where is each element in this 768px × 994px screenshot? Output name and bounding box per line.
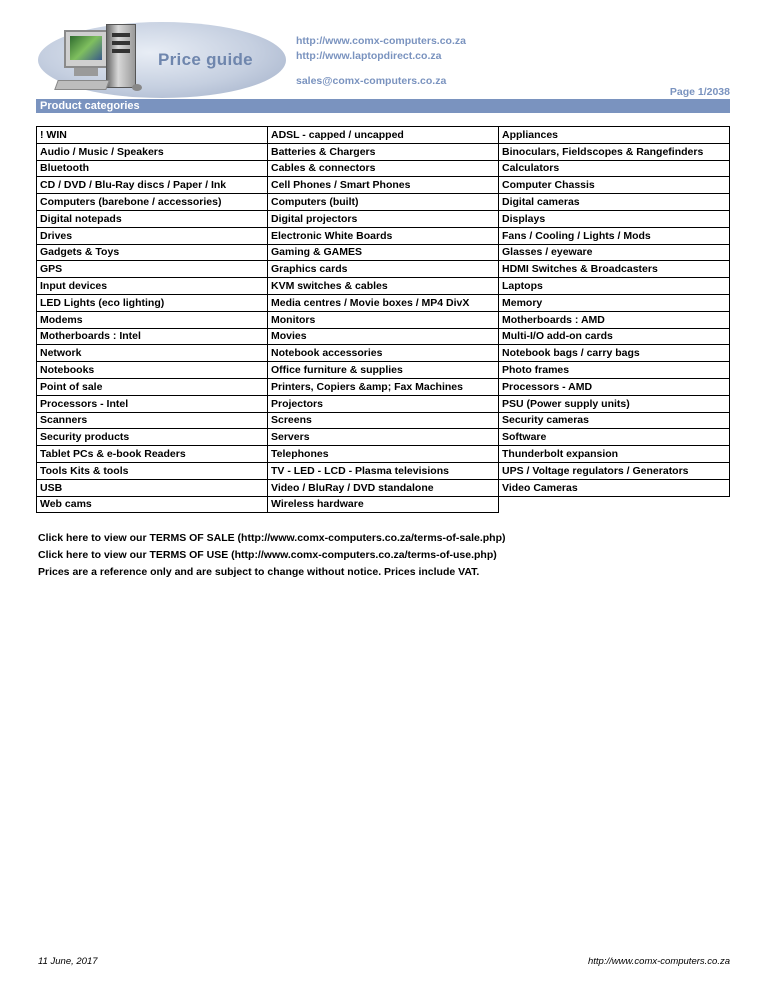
category-link[interactable]: Calculators xyxy=(499,160,730,177)
category-link[interactable]: KVM switches & cables xyxy=(268,278,499,295)
category-link[interactable]: Drives xyxy=(37,227,268,244)
table-row xyxy=(37,261,730,278)
category-link[interactable]: HDMI Switches & Broadcasters xyxy=(499,261,730,278)
category-link[interactable]: Binoculars, Fieldscopes & Rangefinders xyxy=(499,143,730,160)
website-link[interactable]: http://www.comx-computers.co.za xyxy=(296,35,466,47)
category-link[interactable]: Notebook bags / carry bags xyxy=(499,345,730,362)
table-row xyxy=(37,160,730,177)
category-link[interactable]: Printers, Copiers &amp; Fax Machines xyxy=(268,378,499,395)
monitor-icon xyxy=(64,30,108,68)
table-row xyxy=(37,462,730,479)
category-link[interactable]: Computer Chassis xyxy=(499,177,730,194)
category-link[interactable]: Tablet PCs & e-book Readers xyxy=(37,446,268,463)
table-row xyxy=(37,446,730,463)
category-link[interactable]: Office furniture & supplies xyxy=(268,362,499,379)
category-link[interactable]: TV - LED - LCD - Plasma televisions xyxy=(268,462,499,479)
laptop-site-link[interactable]: http://www.laptopdirect.co.za xyxy=(296,50,442,62)
table-row xyxy=(37,378,730,395)
category-link[interactable]: Servers xyxy=(268,429,499,446)
category-link[interactable]: PSU (Power supply units) xyxy=(499,395,730,412)
table-row xyxy=(37,194,730,211)
table-row xyxy=(37,311,730,328)
table-row xyxy=(37,278,730,295)
category-link[interactable]: Computers (built) xyxy=(268,194,499,211)
category-link[interactable]: Graphics cards xyxy=(268,261,499,278)
category-link[interactable]: Video Cameras xyxy=(499,479,730,496)
category-link[interactable]: Digital cameras xyxy=(499,194,730,211)
mouse-icon xyxy=(132,84,142,91)
category-link[interactable]: ADSL - capped / uncapped xyxy=(268,127,499,144)
category-link[interactable]: Audio / Music / Speakers xyxy=(37,143,268,160)
terms-of-use-link[interactable]: Click here to view our TERMS OF USE (http://www.comx-computers.co.za/terms-of-use.php) xyxy=(38,549,497,561)
table-row xyxy=(37,362,730,379)
terms-of-sale-link[interactable]: Click here to view our TERMS OF SALE (http://www.comx-computers.co.za/terms-of-sale.php) xyxy=(38,532,506,544)
category-link[interactable]: Notebook accessories xyxy=(268,345,499,362)
category-link[interactable]: Network xyxy=(37,345,268,362)
table-row xyxy=(37,479,730,496)
category-link[interactable]: Fans / Cooling / Lights / Mods xyxy=(499,227,730,244)
category-link[interactable]: Electronic White Boards xyxy=(268,227,499,244)
category-link[interactable]: Multi-I/O add-on cards xyxy=(499,328,730,345)
category-link[interactable]: Web cams xyxy=(37,496,268,513)
category-link[interactable]: Modems xyxy=(37,311,268,328)
table-row xyxy=(37,429,730,446)
category-link[interactable]: Computers (barebone / accessories) xyxy=(37,194,268,211)
category-link[interactable]: Gadgets & Toys xyxy=(37,244,268,261)
category-link[interactable]: Digital notepads xyxy=(37,210,268,227)
category-link[interactable]: Motherboards : AMD xyxy=(499,311,730,328)
computer-tower-icon xyxy=(106,24,136,88)
category-link[interactable]: Security cameras xyxy=(499,412,730,429)
categories-title: Product categories xyxy=(36,99,730,113)
category-link[interactable]: Media centres / Movie boxes / MP4 DivX xyxy=(268,294,499,311)
category-link[interactable]: ! WIN xyxy=(37,127,268,144)
category-link[interactable]: Appliances xyxy=(499,127,730,144)
category-link[interactable]: Projectors xyxy=(268,395,499,412)
table-row xyxy=(37,127,730,144)
notes xyxy=(38,530,506,581)
category-link[interactable]: Motherboards : Intel xyxy=(37,328,268,345)
category-link[interactable]: Processors - Intel xyxy=(37,395,268,412)
category-link[interactable]: Processors - AMD xyxy=(499,378,730,395)
footer-url[interactable]: http://www.comx-computers.co.za xyxy=(587,956,730,967)
category-link[interactable]: USB xyxy=(37,479,268,496)
category-link[interactable]: Wireless hardware xyxy=(268,496,499,513)
monitor-stand-icon xyxy=(74,68,98,76)
table-row xyxy=(37,395,730,412)
category-link[interactable]: Movies xyxy=(268,328,499,345)
category-link[interactable]: Video / BluRay / DVD standalone xyxy=(268,479,499,496)
category-link[interactable]: Monitors xyxy=(268,311,499,328)
category-link[interactable]: Tools Kits & tools xyxy=(37,462,268,479)
category-link[interactable]: Input devices xyxy=(37,278,268,295)
category-link[interactable]: LED Lights (eco lighting) xyxy=(37,294,268,311)
category-link[interactable]: Software xyxy=(499,429,730,446)
table-row xyxy=(37,345,730,362)
table-row xyxy=(37,412,730,429)
header xyxy=(0,0,768,100)
category-link[interactable]: Security products xyxy=(37,429,268,446)
category-link[interactable]: Point of sale xyxy=(37,378,268,395)
table-row xyxy=(37,244,730,261)
category-link[interactable]: Batteries & Chargers xyxy=(268,143,499,160)
category-link[interactable]: Bluetooth xyxy=(37,160,268,177)
category-link[interactable]: UPS / Voltage regulators / Generators xyxy=(499,462,730,479)
category-link[interactable]: Displays xyxy=(499,210,730,227)
keyboard-icon xyxy=(54,80,110,90)
category-link[interactable]: Laptops xyxy=(499,278,730,295)
table-row xyxy=(37,227,730,244)
empty-cell xyxy=(499,496,730,513)
category-link[interactable]: CD / DVD / Blu-Ray discs / Paper / Ink xyxy=(37,177,268,194)
category-link[interactable]: Cables & connectors xyxy=(268,160,499,177)
categories-table xyxy=(36,126,730,513)
category-link[interactable]: Gaming & GAMES xyxy=(268,244,499,261)
category-link[interactable]: Memory xyxy=(499,294,730,311)
category-link[interactable]: Cell Phones / Smart Phones xyxy=(268,177,499,194)
table-row xyxy=(37,210,730,227)
table-row xyxy=(37,496,730,513)
email-link[interactable]: sales@comx-computers.co.za xyxy=(296,75,447,87)
logo-text: Price guide xyxy=(158,50,253,69)
category-link[interactable]: Digital projectors xyxy=(268,210,499,227)
category-link[interactable]: Telephones xyxy=(268,446,499,463)
page-number: Page 1/2038 xyxy=(669,86,730,98)
category-link[interactable]: Thunderbolt expansion xyxy=(499,446,730,463)
price-disclaimer: Prices are a reference only and are subject to change without notice. Prices include VAT. xyxy=(38,566,480,578)
table-row xyxy=(37,177,730,194)
footer-date: 11 June, 2017 xyxy=(38,956,98,967)
category-link[interactable]: Notebooks xyxy=(37,362,268,379)
category-link[interactable]: Scanners xyxy=(37,412,268,429)
category-link[interactable]: Photo frames xyxy=(499,362,730,379)
table-row xyxy=(37,294,730,311)
category-link[interactable]: Screens xyxy=(268,412,499,429)
category-link[interactable]: Glasses / eyeware xyxy=(499,244,730,261)
table-row xyxy=(37,328,730,345)
category-link[interactable]: GPS xyxy=(37,261,268,278)
table-row xyxy=(37,143,730,160)
header-links xyxy=(296,34,466,89)
